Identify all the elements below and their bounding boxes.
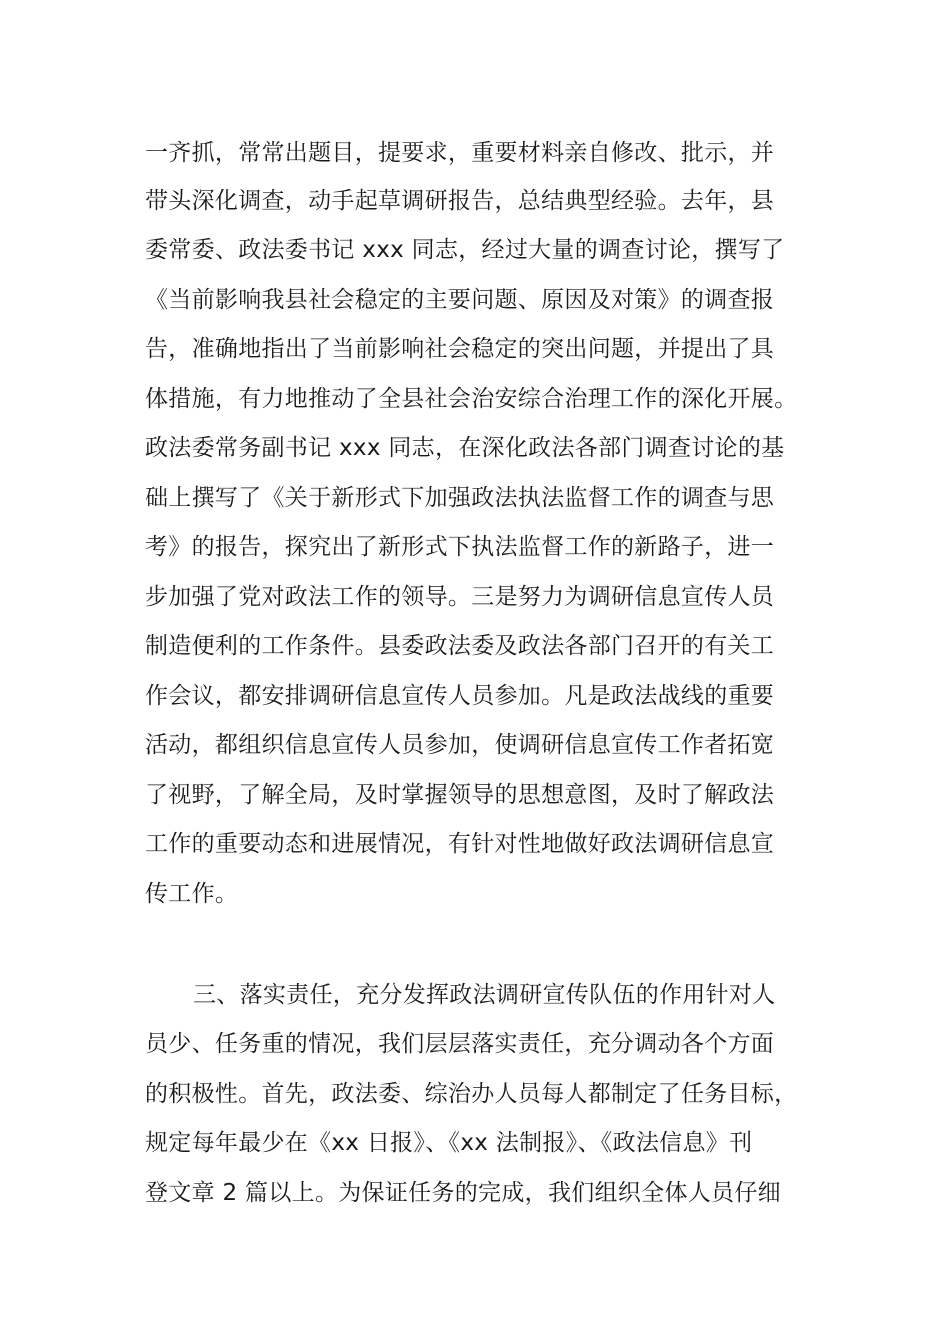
text-line: 委常委、政法委书记 xxx 同志，经过大量的调查讨论，撰写了 xyxy=(145,237,785,263)
text-line: 《当前影响我县社会稳定的主要问题、原因及对策》的调查报 xyxy=(145,287,775,313)
text-line: 考》的报告，探究出了新形式下执法监督工作的新路子，进一 xyxy=(145,534,775,560)
text-line: 的积极性。首先，政法委、综治办人员每人都制定了任务目标， xyxy=(145,1081,798,1107)
text-line: 三、落实责任，充分发挥政法调研宣传队伍的作用针对人 xyxy=(193,982,776,1008)
text-line: 一齐抓，常常出题目，提要求，重要材料亲自修改、批示，并 xyxy=(145,140,775,166)
text-line: 活动，都组织信息宣传人员参加，使调研信息宣传工作者拓宽 xyxy=(145,732,775,758)
text-line: 础上撰写了《关于新形式下加强政法执法监督工作的调查与思 xyxy=(145,485,775,511)
text-line: 规定每年最少在《xx 日报》、《xx 法制报》、《政法信息》刊 xyxy=(145,1130,753,1156)
text-line: 登文章 2 篇以上。为保证任务的完成，我们组织全体人员仔细 xyxy=(145,1180,781,1206)
text-line: 作会议，都安排调研信息宣传人员参加。凡是政法战线的重要 xyxy=(145,683,775,709)
text-line: 制造便利的工作条件。县委政法委及政法各部门召开的有关工 xyxy=(145,633,775,659)
text-line: 告，准确地指出了当前影响社会稳定的突出问题，并提出了具 xyxy=(145,336,775,362)
text-line: 政法委常务副书记 xxx 同志，在深化政法各部门调查讨论的基 xyxy=(145,435,785,461)
text-line: 传工作。 xyxy=(145,881,239,907)
text-line: 员少、任务重的情况，我们层层落实责任，充分调动各个方面 xyxy=(145,1031,775,1057)
text-line: 体措施，有力地推动了全县社会治安综合治理工作的深化开展。 xyxy=(145,386,798,412)
text-line: 步加强了党对政法工作的领导。三是努力为调研信息宣传人员 xyxy=(145,584,775,610)
text-line: 工作的重要动态和进展情况，有针对性地做好政法调研信息宣 xyxy=(145,831,775,857)
text-line: 带头深化调查，动手起草调研报告，总结典型经验。去年，县 xyxy=(145,188,775,214)
text-line: 了视野，了解全局，及时掌握领导的思想意图，及时了解政法 xyxy=(145,782,775,808)
